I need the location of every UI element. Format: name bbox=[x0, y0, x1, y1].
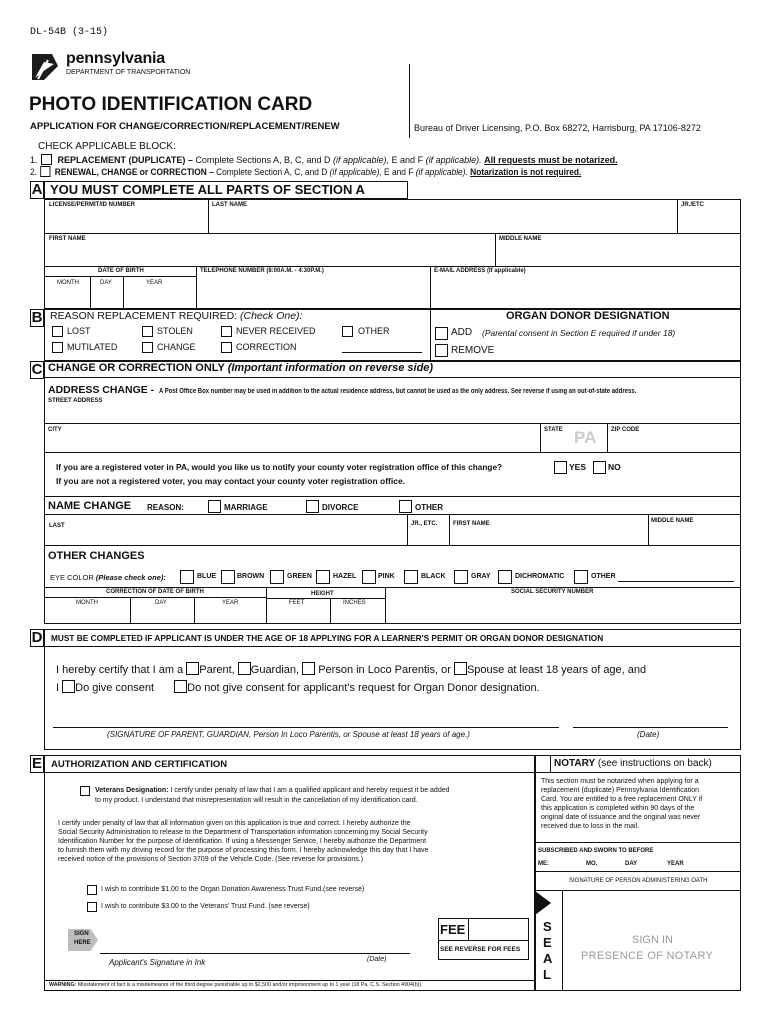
other-reason-line[interactable] bbox=[342, 352, 422, 353]
veterans-checkbox[interactable] bbox=[80, 786, 90, 796]
opt2-it2: (if applicable). bbox=[415, 167, 468, 177]
brand-name: pennsylvania bbox=[66, 50, 165, 67]
ssn-label: SOCIAL SECURITY NUMBER bbox=[511, 589, 594, 595]
organ-add-note: (Parental consent in Section E required if under 18) bbox=[482, 328, 676, 338]
sign-in-2: PRESENCE OF NOTARY bbox=[581, 950, 714, 962]
check-option-replacement bbox=[30, 154, 618, 165]
marriage-checkbox[interactable] bbox=[208, 500, 221, 513]
name-other-label: OTHER bbox=[415, 503, 443, 512]
replacement-checkbox[interactable] bbox=[41, 154, 52, 165]
eye-black-label: BLACK bbox=[421, 573, 446, 580]
eye-dichromatic-label: DICHROMATIC bbox=[515, 573, 565, 580]
e-title-bottom bbox=[44, 772, 535, 773]
name-first-input[interactable] bbox=[450, 530, 647, 544]
oc-day-label: DAY bbox=[155, 600, 167, 606]
me-label: ME: bbox=[538, 861, 549, 867]
divorce-checkbox[interactable] bbox=[306, 500, 319, 513]
organ-fund-checkbox[interactable] bbox=[87, 885, 97, 895]
eye-pink-label: PINK bbox=[378, 573, 395, 580]
section-c-title bbox=[48, 362, 433, 374]
addr-text: A Post Office Box number may be used in addition to the actual residence address, but cannot be used as the only address. See reverse if using an out-of-state address. bbox=[158, 388, 636, 395]
voter-yes-label: YES bbox=[569, 462, 587, 472]
mo-label: MO. bbox=[586, 861, 598, 867]
dob-sub2 bbox=[123, 276, 124, 309]
name-jr-label: JR., ETC. bbox=[411, 521, 438, 527]
eye-color-text: EYE COLOR bbox=[50, 573, 94, 582]
eye-hazel-checkbox[interactable] bbox=[316, 570, 330, 584]
opt1-note: All requests must be notarized. bbox=[484, 155, 618, 165]
name-jr-input[interactable] bbox=[408, 530, 448, 544]
opt1-it: (if applicable), bbox=[333, 155, 390, 165]
lost-label: LOST bbox=[67, 326, 91, 336]
opt1-text: Complete Sections A, B, C, and D bbox=[195, 155, 331, 165]
guardian-checkbox[interactable] bbox=[238, 662, 251, 675]
eye-green-label: GREEN bbox=[287, 573, 312, 580]
spouse-checkbox[interactable] bbox=[454, 662, 467, 675]
seal-e: E bbox=[543, 935, 552, 950]
loco-label: Person in Loco Parentis, or bbox=[318, 664, 451, 676]
eye-brown-label: BROWN bbox=[237, 573, 265, 580]
eye-gray-label: GRAY bbox=[471, 573, 491, 580]
organ-add-label: ADD bbox=[451, 327, 473, 338]
opt1-it2: (if applicable). bbox=[425, 155, 482, 165]
year-label: YEAR bbox=[667, 861, 684, 867]
voter-no-label: NO bbox=[608, 462, 621, 472]
cert-line-2: Social Security Administration to release to the Department of Transportation information concerning my Social Security bbox=[58, 829, 428, 836]
eye-other-label: OTHER bbox=[591, 573, 616, 580]
section-a-title: YOU MUST COMPLETE ALL PARTS OF SECTION A bbox=[50, 182, 365, 197]
veterans-line2: to my product. I understand that misrepresentation will result in the cancellation of my identification card. bbox=[95, 797, 418, 804]
change-checkbox[interactable] bbox=[142, 342, 153, 353]
phone-label: TELEPHONE NUMBER (8:00A.M. - 4:30P.M.) bbox=[200, 268, 324, 274]
f-sworn-top bbox=[535, 842, 741, 843]
notary-text-1: This section must be notarized when applying for a bbox=[541, 778, 699, 785]
addr-bold: ADDRESS CHANGE - bbox=[48, 384, 155, 396]
section-e-title: AUTHORIZATION AND CERTIFICATION bbox=[51, 759, 228, 770]
street-input[interactable] bbox=[45, 406, 740, 422]
applicant-signature-line[interactable] bbox=[100, 953, 410, 954]
a-row2-bottom bbox=[44, 266, 741, 267]
d-title-bottom bbox=[44, 646, 741, 647]
opt2-note: Notarization is not required. bbox=[470, 167, 582, 177]
name-top bbox=[44, 514, 741, 515]
organ-fund-label: I wish to contribute $1.00 to the Organ Donation Awareness Trust Fund.(see reverse) bbox=[101, 886, 365, 893]
f-letter-div bbox=[550, 755, 551, 772]
city-input[interactable] bbox=[45, 434, 539, 450]
dob-day-label: DAY bbox=[100, 280, 112, 286]
sworn-label: SUBSCRIBED AND SWORN TO BEFORE bbox=[538, 848, 654, 854]
notary-title: NOTARY bbox=[554, 758, 596, 769]
correction-label: CORRECTION bbox=[236, 342, 297, 352]
oc-year-label: YEAR bbox=[222, 600, 239, 606]
dob-sep bbox=[44, 276, 196, 277]
oc-top bbox=[44, 587, 741, 588]
no-consent-checkbox[interactable] bbox=[174, 680, 187, 693]
zip-label: ZIP CODE bbox=[611, 427, 640, 433]
fee-mid bbox=[438, 940, 529, 941]
city-bottom bbox=[44, 452, 741, 453]
parent-label: Parent, bbox=[199, 664, 235, 676]
eye-color-label bbox=[50, 573, 166, 582]
section-a-letter: A bbox=[31, 181, 43, 198]
dob-label: DATE OF BIRTH bbox=[98, 268, 144, 274]
eye-dichromatic-checkbox[interactable] bbox=[498, 570, 512, 584]
last-name-input[interactable] bbox=[209, 210, 676, 232]
dob-sub1 bbox=[90, 276, 91, 309]
oc-height-sub bbox=[330, 598, 331, 624]
veterans-fund-checkbox[interactable] bbox=[87, 902, 97, 912]
parent-signature-caption: (SIGNATURE OF PARENT, GUARDIAN, Person In Loco Parentis, or Spouse at least 18 years of age.) bbox=[107, 730, 470, 739]
never-received-checkbox[interactable] bbox=[221, 326, 232, 337]
never-received-label: NEVER RECEIVED bbox=[236, 326, 316, 336]
day-label: DAY bbox=[625, 861, 638, 867]
name-bottom bbox=[44, 545, 741, 546]
stolen-checkbox[interactable] bbox=[142, 326, 153, 337]
loco-checkbox[interactable] bbox=[302, 662, 315, 675]
opt1-text2: E and F bbox=[391, 155, 424, 165]
cert-line-4: to furnish them with my driving record for the purpose of processing this form. I hereby acknowledge this day that I have bbox=[58, 847, 429, 854]
opt1-bold: REPLACEMENT (DUPLICATE) – bbox=[57, 155, 193, 165]
fee-note: SEE REVERSE FOR FEES bbox=[440, 946, 521, 953]
bureau-address: Bureau of Driver Licensing, P.O. Box 68272, Harrisburg, PA 17106-8272 bbox=[414, 123, 701, 133]
penndot-logo bbox=[30, 52, 60, 82]
email-input[interactable] bbox=[431, 276, 740, 308]
ssn-input[interactable] bbox=[386, 598, 740, 623]
spouse-label: Spouse at least 18 years of age, and bbox=[466, 664, 647, 676]
eye-color-note: (Please check one): bbox=[95, 573, 166, 582]
stolen-label: STOLEN bbox=[157, 326, 193, 336]
organ-remove-label: REMOVE bbox=[451, 345, 495, 356]
notary-text-5: original date of issuance and the original was never bbox=[541, 814, 701, 821]
warning-bold: WARNING: bbox=[49, 982, 77, 988]
section-d-letter: D bbox=[31, 629, 43, 646]
no-consent-label: Do not give consent for applicant's request for Organ Donor designation. bbox=[187, 682, 540, 694]
page-title: PHOTO IDENTIFICATION CARD bbox=[29, 94, 313, 115]
check-option-renewal bbox=[30, 166, 581, 177]
eye-black-checkbox[interactable] bbox=[404, 570, 418, 584]
name-last-input[interactable] bbox=[45, 530, 406, 544]
change-label: CHANGE bbox=[157, 342, 196, 352]
applicant-signature-caption: Applicant's Signature in Ink bbox=[109, 958, 206, 967]
name-middle-label: MIDDLE NAME bbox=[651, 518, 694, 524]
page-subtitle: APPLICATION FOR CHANGE/CORRECTION/REPLACEMENT/RENEW bbox=[30, 121, 340, 132]
give-consent-checkbox[interactable] bbox=[62, 680, 75, 693]
parent-date-line[interactable] bbox=[573, 727, 728, 728]
fee-label: FEE bbox=[440, 922, 466, 937]
check-block-heading: CHECK APPLICABLE BLOCK: bbox=[38, 141, 176, 152]
city-label: CITY bbox=[48, 427, 62, 433]
parent-signature-line[interactable] bbox=[53, 727, 559, 728]
eye-pink-checkbox[interactable] bbox=[362, 570, 376, 584]
address-change-heading bbox=[48, 380, 720, 398]
eye-other-checkbox[interactable] bbox=[574, 570, 588, 584]
city-div1 bbox=[540, 423, 541, 452]
opt1-num: 1. bbox=[30, 155, 38, 165]
notary-date-input[interactable] bbox=[552, 858, 738, 870]
oc-height-sep bbox=[266, 598, 385, 599]
name-last-label: LAST bbox=[49, 523, 65, 529]
opt2-text2: E and F bbox=[384, 167, 414, 177]
section-d-title: MUST BE COMPLETED IF APPLICANT IS UNDER THE AGE OF 18 APPLYING FOR A LEARNER'S PERMIT OR ORGAN DONOR DESIGNATION bbox=[51, 633, 604, 643]
opt2-it: (if applicable), bbox=[329, 167, 382, 177]
state-value: PA bbox=[574, 428, 597, 447]
voter-no-checkbox[interactable] bbox=[593, 461, 606, 474]
middle-name-label: MIDDLE NAME bbox=[499, 236, 542, 242]
dob-year-label: YEAR bbox=[146, 280, 163, 286]
seal-s: S bbox=[543, 919, 552, 934]
name-other-checkbox[interactable] bbox=[399, 500, 412, 513]
sec-b-title-it: (Check One): bbox=[240, 310, 303, 322]
vet-text1: I certify under penalty of law that I am a qualified applicant and hereby request it be added bbox=[170, 787, 450, 794]
eye-green-checkbox[interactable] bbox=[270, 570, 284, 584]
certify-text: I hereby certify that I am a bbox=[56, 664, 184, 676]
sign-here-1: SIGN bbox=[74, 931, 89, 937]
organ-add-checkbox[interactable] bbox=[435, 327, 448, 340]
section-c-letter: C bbox=[31, 361, 43, 378]
jr-input[interactable] bbox=[678, 210, 740, 232]
warning-line bbox=[49, 982, 423, 988]
other-reason-label: OTHER bbox=[358, 326, 390, 336]
seal-l: L bbox=[543, 967, 551, 982]
section-f-title bbox=[554, 758, 712, 769]
eye-blue-label: BLUE bbox=[197, 573, 217, 580]
eye-gray-checkbox[interactable] bbox=[454, 570, 468, 584]
notary-text-4: this application is completed within 90 days of the bbox=[541, 805, 695, 812]
section-b-letter: B bbox=[31, 309, 43, 326]
dob-correction-label: CORRECTION OF DATE OF BIRTH bbox=[106, 589, 204, 595]
street-label: STREET ADDRESS bbox=[48, 398, 103, 404]
a-row1-bottom bbox=[44, 233, 741, 234]
voter-yes-checkbox[interactable] bbox=[554, 461, 567, 474]
dob-month-label: MONTH bbox=[57, 280, 79, 286]
notary-text-3: Card. You are entitled to a free replacement ONLY if bbox=[541, 796, 703, 803]
consent-i: I bbox=[56, 682, 60, 694]
give-consent-label: Do give consent bbox=[75, 682, 155, 694]
f-sig-bottom bbox=[535, 890, 741, 891]
street-bottom bbox=[44, 423, 741, 424]
lost-checkbox[interactable] bbox=[52, 326, 63, 337]
header-divider bbox=[409, 64, 410, 138]
sign-in-1: SIGN IN bbox=[632, 934, 673, 946]
eye-brown-checkbox[interactable] bbox=[221, 570, 235, 584]
email-label: E-MAIL ADDRESS (If applicable) bbox=[434, 268, 526, 274]
f-title-bottom bbox=[535, 772, 741, 773]
veterans-fund-label: I wish to contribute $3.00 to the Veterans' Trust Fund. (see reverse) bbox=[101, 903, 310, 910]
eye-other-line[interactable] bbox=[618, 581, 734, 582]
certify-line bbox=[56, 662, 646, 676]
seal-a: A bbox=[543, 951, 553, 966]
other-changes-heading: OTHER CHANGES bbox=[48, 550, 145, 562]
eye-hazel-label: HAZEL bbox=[333, 573, 357, 580]
license-input[interactable] bbox=[45, 210, 207, 232]
eye-blue-checkbox[interactable] bbox=[180, 570, 194, 584]
cert-line-3: Identification Number for the purpose of identification. If using a Messenger Service, I hereby authorize the Department bbox=[58, 838, 427, 845]
mutilated-checkbox[interactable] bbox=[52, 342, 63, 353]
height-label: HEIGHT bbox=[311, 591, 334, 597]
opt2-bold: RENEWAL, CHANGE or CORRECTION – bbox=[54, 167, 214, 177]
sign-here-2: HERE bbox=[74, 940, 91, 946]
guardian-label: Guardian, bbox=[250, 664, 300, 676]
marriage-label: MARRIAGE bbox=[224, 503, 268, 512]
name-middle-input[interactable] bbox=[649, 530, 740, 544]
notary-text-2: replacement (duplicate) Pennsylvania Identification bbox=[541, 787, 699, 794]
feet-label: FEET bbox=[289, 600, 305, 606]
warning-top bbox=[44, 980, 535, 981]
notary-title-note: (see instructions on back) bbox=[597, 758, 712, 769]
organ-donor-title: ORGAN DONOR DESIGNATION bbox=[506, 310, 670, 322]
sec-c-title-it: (Important information on reverse side) bbox=[227, 362, 434, 374]
name-first-label: FIRST NAME bbox=[453, 521, 490, 527]
phone-input[interactable] bbox=[197, 276, 429, 308]
sec-c-title-text: CHANGE OR CORRECTION ONLY bbox=[48, 362, 225, 374]
name-change-heading: NAME CHANGE bbox=[48, 500, 132, 512]
section-c-box bbox=[44, 361, 741, 624]
zip-input[interactable] bbox=[608, 434, 740, 450]
first-name-input[interactable] bbox=[45, 244, 494, 265]
voter-question: If you are a registered voter in PA, would you like us to notify your county voter registration office of this change? bbox=[56, 462, 503, 472]
middle-name-input[interactable] bbox=[496, 244, 740, 265]
opt2-num: 2. bbox=[30, 167, 37, 177]
name-change-reason: REASON: bbox=[147, 503, 184, 512]
cert-line-5: received notice of the provisions of Section 3709 of the Vehicle Code. (See reverse for provisions.) bbox=[58, 856, 364, 863]
oc-div1 bbox=[266, 587, 267, 624]
organ-remove-checkbox[interactable] bbox=[435, 344, 448, 357]
sec-b-title-text: REASON REPLACEMENT REQUIRED: bbox=[50, 310, 238, 322]
section-e-letter: E bbox=[31, 755, 42, 772]
vet-bold: Veterans Designation: bbox=[95, 787, 169, 794]
warning-text: Misstatement of fact is a misdemeanor of the third degree punishable up to $2,500 and/or imprisonment up to 1 year (18 Pa. C.S. Section 4904(b)). bbox=[77, 982, 423, 988]
other-reason-checkbox[interactable] bbox=[342, 326, 353, 337]
oc-month-label: MONTH bbox=[76, 600, 98, 606]
notary-signature-caption: SIGNATURE OF PERSON ADMINISTERING OATH bbox=[569, 878, 708, 884]
first-name-label: FIRST NAME bbox=[49, 236, 86, 242]
mutilated-label: MUTILATED bbox=[67, 342, 118, 352]
b-divider bbox=[430, 309, 431, 361]
consent-line bbox=[56, 680, 540, 694]
state-label: STATE bbox=[544, 427, 563, 433]
veterans-line1 bbox=[95, 787, 450, 794]
correction-checkbox[interactable] bbox=[221, 342, 232, 353]
oc-dob-sub2 bbox=[194, 597, 195, 624]
c-title-bottom bbox=[44, 377, 741, 378]
voter-bottom bbox=[44, 496, 741, 497]
oc-dob-sep bbox=[44, 597, 266, 598]
jr-label: JR./ETC bbox=[681, 202, 705, 208]
voter-note: If you are not a registered voter, you may contact your county voter registration office. bbox=[56, 476, 406, 486]
renewal-checkbox[interactable] bbox=[40, 166, 50, 177]
cert-line-1: I certify under penalty of law that all information given on this application is true and correct. I hereby authorize the bbox=[58, 820, 411, 827]
section-b-title bbox=[50, 310, 302, 322]
divorce-label: DIVORCE bbox=[322, 503, 359, 512]
form-code: DL-54B (3-15) bbox=[30, 27, 109, 38]
parent-checkbox[interactable] bbox=[186, 662, 199, 675]
notary-text-6: received due to loss in the mail. bbox=[541, 823, 640, 830]
brand-dept: DEPARTMENT OF TRANSPORTATION bbox=[66, 69, 191, 76]
inches-label: INCHES bbox=[343, 600, 366, 606]
last-name-label: LAST NAME bbox=[212, 202, 247, 208]
parent-date-caption: (Date) bbox=[637, 730, 660, 739]
oc-dob-sub1 bbox=[130, 597, 131, 624]
opt2-text: Complete Section A, C, and D bbox=[216, 167, 328, 177]
fee-input[interactable] bbox=[469, 919, 528, 939]
applicant-date-caption: (Date) bbox=[367, 956, 387, 963]
license-label: LICENSE/PERMIT/ID NUMBER bbox=[49, 202, 136, 208]
